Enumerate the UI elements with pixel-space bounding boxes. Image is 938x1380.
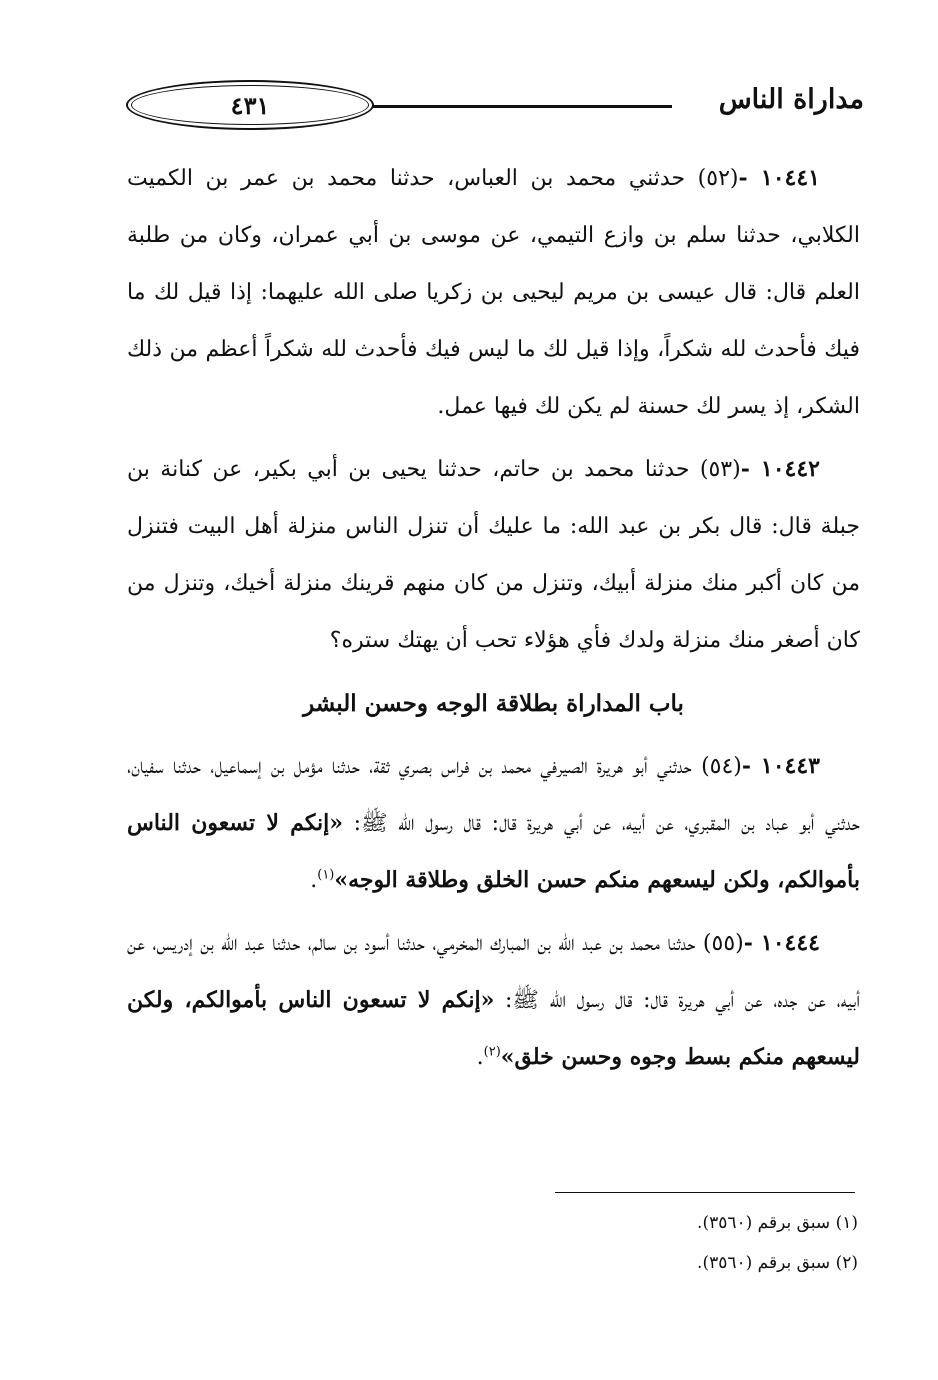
footnote-rule [555, 1192, 855, 1193]
hadith-paragraph-10441 [127, 150, 860, 435]
page-number: ٤٣١ [126, 80, 374, 130]
running-title: مداراة الناس [718, 84, 864, 115]
footnotes [125, 1203, 858, 1283]
footnote-ref: (٢) [483, 1044, 501, 1060]
hadith-quote: «إنكم لا تسعون الناس بأموالكم، ولكن ليسعهم منكم بسط وجوه وحسن خلق» [127, 987, 860, 1070]
hadith-number: ١٠٤٤٢ - [740, 456, 820, 482]
hadith-paragraph-10444 [127, 915, 860, 1086]
paragraph-text: (٥٢) حدثني محمد بن العباس، حدثنا محمد بن عمر بن الكميت الكلابي، حدثنا سلم بن وازع التيمي، عن موسى بن أبي عمران، وكان من طلبة العلم قال: قال عيسى بن مريم ليحيى بن زكريا صلى الله عليهما: إذا قيل لك ما فيك فأحدث لله شكراً، وإذا قيل لك ما ليس فيك فأحدث لله شكراً أعظم من ذلك الشكر، إذ يسر لك حسنة لم يكن لك فيها عمل. [127, 166, 860, 419]
footnote-1: (١) سبق برقم (٣٥٦٠). [697, 1213, 858, 1233]
body-text [127, 150, 860, 1092]
footnote-ref: (١) [317, 867, 335, 883]
hadith-number: ١٠٤٤٤ - [743, 930, 820, 956]
paragraph-text: (٥٥) حدثنا محمد بن عبد الله بن المبارك المخرمي، حدثنا أسود بن سالم، حدثنا عبد الله بن إدريس، عن أبيه، عن جده، عن أبي هريرة قال: قال رسول الله ﷺ: [127, 931, 860, 1013]
hadith-paragraph-10443 [127, 738, 860, 909]
paragraph-end: . [476, 1045, 484, 1070]
hadith-number: ١٠٤٤١ - [738, 165, 820, 191]
footnote-2: (٢) سبق برقم (٣٥٦٠). [697, 1253, 858, 1273]
section-heading: باب المداراة بطلاقة الوجه وحسن البشر [303, 690, 684, 717]
page-header [126, 80, 864, 130]
hadith-number: ١٠٤٤٣ - [741, 753, 820, 779]
hadith-paragraph-10442 [127, 441, 860, 669]
paragraph-end: . [310, 868, 318, 893]
paragraph-text: (٥٤) حدثني أبو هريرة الصيرفي محمد بن فراس بصري ثقة، حدثنا مؤمل بن إسماعيل، حدثنا سفيان، حدثني أبو عباد بن المقبري، عن أبيه، عن أبي هريرة قال: قال رسول الله ﷺ: [127, 754, 860, 836]
header-rule [372, 105, 672, 108]
hadith-quote: «إنكم لا تسعون الناس بأموالكم، ولكن ليسعهم منكم حسن الخلق وطلاقة الوجه» [127, 810, 860, 893]
paragraph-text: (٥٣) حدثنا محمد بن حاتم، حدثنا يحيى بن أبي بكير، عن كنانة بن جبلة قال: قال بكر بن عبد الله: ما عليك أن تنزل الناس منزلة أهل البيت فتنزل من كان أكبر منك منزلة أبيك، وتنزل من كان منهم قرينك منزلة أخيك، وتنزل من كان أصغر منك منزلة ولدك فأي هؤلاء تحب أن يهتك ستره؟ [127, 457, 860, 653]
